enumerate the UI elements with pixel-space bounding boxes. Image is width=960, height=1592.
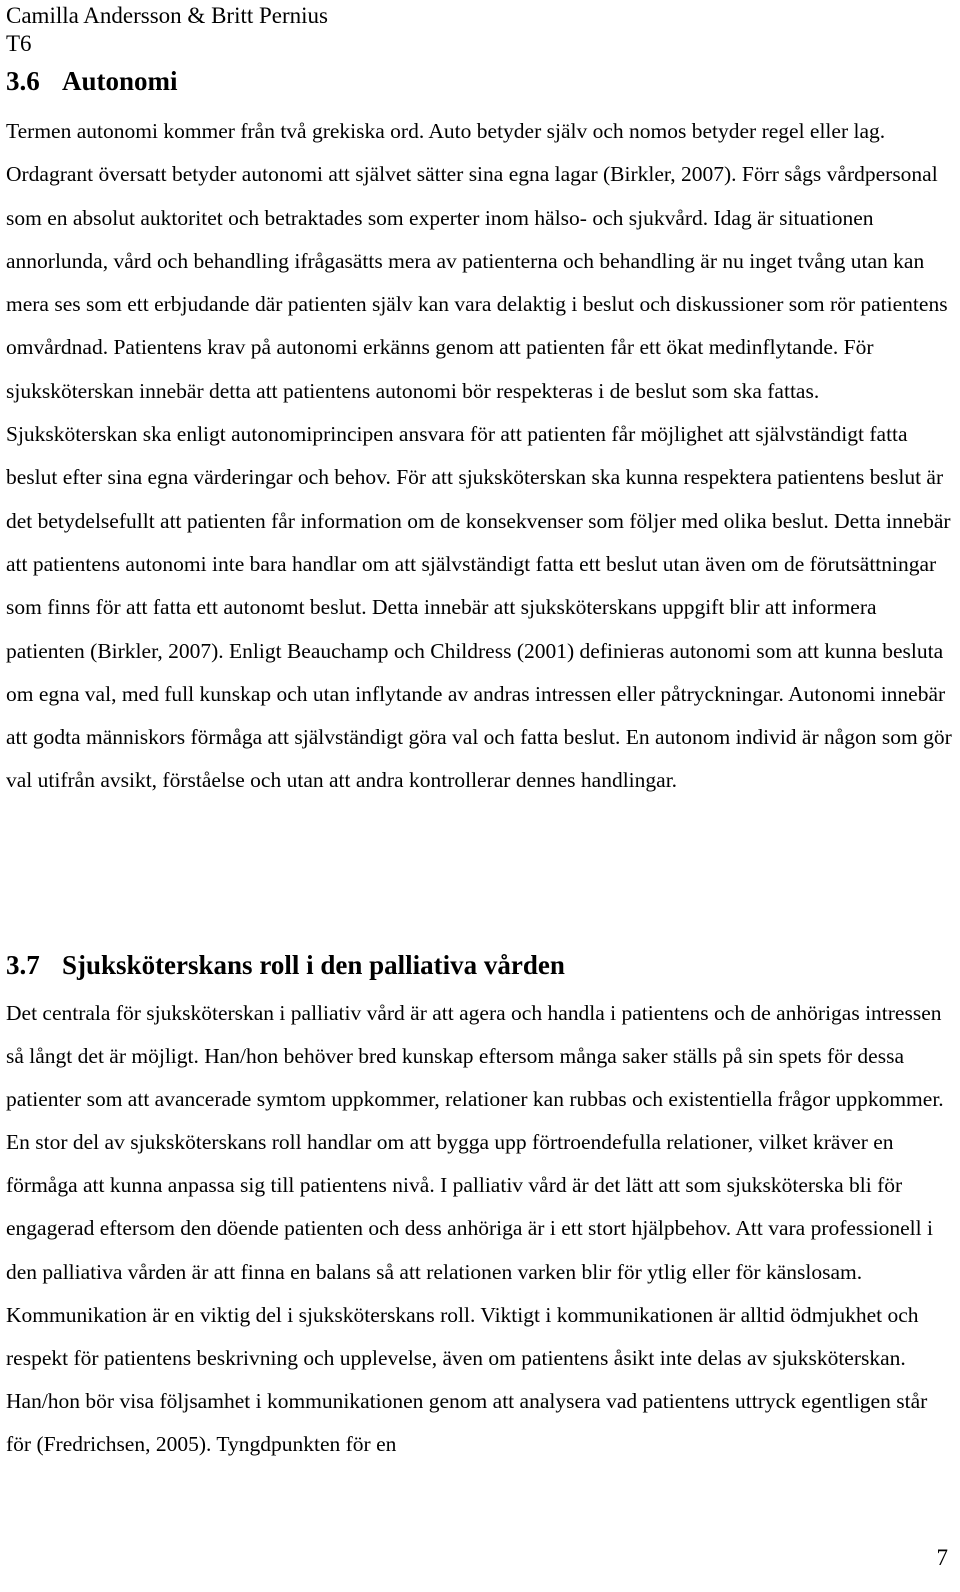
section-body-autonomi: Termen autonomi kommer från två grekiska ord. Auto betyder själv och nomos betyder regel eller lag. Ordagrant översatt betyder autonomi att självet sätter sina egna lagar (Birkler, 2007). Förr sågs vårdpersonal som en absolut auktoritet och betraktades som experter inom hälso- och sjukvård. Idag är situationen annorlunda, vård och behandling ifrågasätts mera av patienterna och behandling är nu inget tvång utan kan mera ses som ett erbjudande där patienten själv kan vara delaktig i beslut och diskussioner som rör patientens omvårdnad. Patientens krav på autonomi erkänns genom att patienten får ett ökat medinflytande. För sjuksköterskan innebär detta att patientens autonomi bör respekteras i de beslut som ska fattas. Sjuksköterskan ska enligt autonomiprincipen ansvara för att patienten får möjlighet att självständigt fatta beslut efter sina egna värderingar och behov. För att sjuksköterskan ska kunna respektera patientens beslut är det betydelsefullt att patienten får information om de konsekvenser som följer med olika beslut. Detta innebär att patientens autonomi inte bara handlar om att självständigt fatta ett beslut utan även om de förutsättningar som finns för att fatta ett autonomt beslut. Detta innebär att sjuksköterskans uppgift blir att informera patienten (Birkler, 2007). Enligt Beauchamp och Childress (2001) definieras autonomi som att kunna besluta om egna val, med full kunskap och utan inflytande av andras intressen eller påtryckningar. Autonomi innebär att godta människors förmåga att självständigt göra val och fatta beslut. En autonom individ är någon som gör val utifrån avsikt, förståelse och utan att andra kontrollerar dennes handlingar.	[6, 119, 952, 793]
section-body-palliativ: Det centrala för sjuksköterskan i palliativ vård är att agera och handla i patientens och de anhörigas intressen så långt det är möjligt. Han/hon behöver bred kunskap eftersom många saker ställs på sin spets för dessa patienter som att avancerade symtom uppkommer, relationer kan rubbas och existentiella frågor uppkommer. En stor del av sjuksköterskans roll handlar om att bygga upp förtroendefulla relationer, vilket kräver en förmåga att kunna anpassa sig till patientens nivå. I palliativ vård är det lätt att som sjuksköterska bli för engagerad eftersom den döende patienten och dess anhöriga är i ett stort hjälpbehov. Att vara professionell i den palliativa vården är att finna en balans så att relationen varken blir för ytlig eller för känslosam. Kommunikation är en viktig del i sjuksköterskans roll. Viktigt i kommunikationen är alltid ödmjukhet och respekt för patientens beskrivning och upplevelse, även om patientens åsikt inte delas av sjuksköterskan. Han/hon bör visa följsamhet i kommunikationen genom att analysera vad patientens uttryck egentligen står för (Fredrichsen, 2005). Tyngdpunkten för en	[6, 1001, 944, 1456]
running-header-authors: Camilla Andersson & Britt Pernius	[6, 3, 328, 28]
section-title: Autonomi	[62, 66, 178, 96]
page-number: 7	[936, 1545, 948, 1570]
section-title: Sjuksköterskans roll i den palliativa vården	[62, 950, 565, 980]
section-number: 3.7	[6, 950, 40, 980]
section-heading-autonomi	[6, 66, 178, 97]
running-header-code: T6	[6, 31, 32, 56]
section-heading-palliativ	[6, 950, 565, 981]
section-number: 3.6	[6, 66, 40, 96]
